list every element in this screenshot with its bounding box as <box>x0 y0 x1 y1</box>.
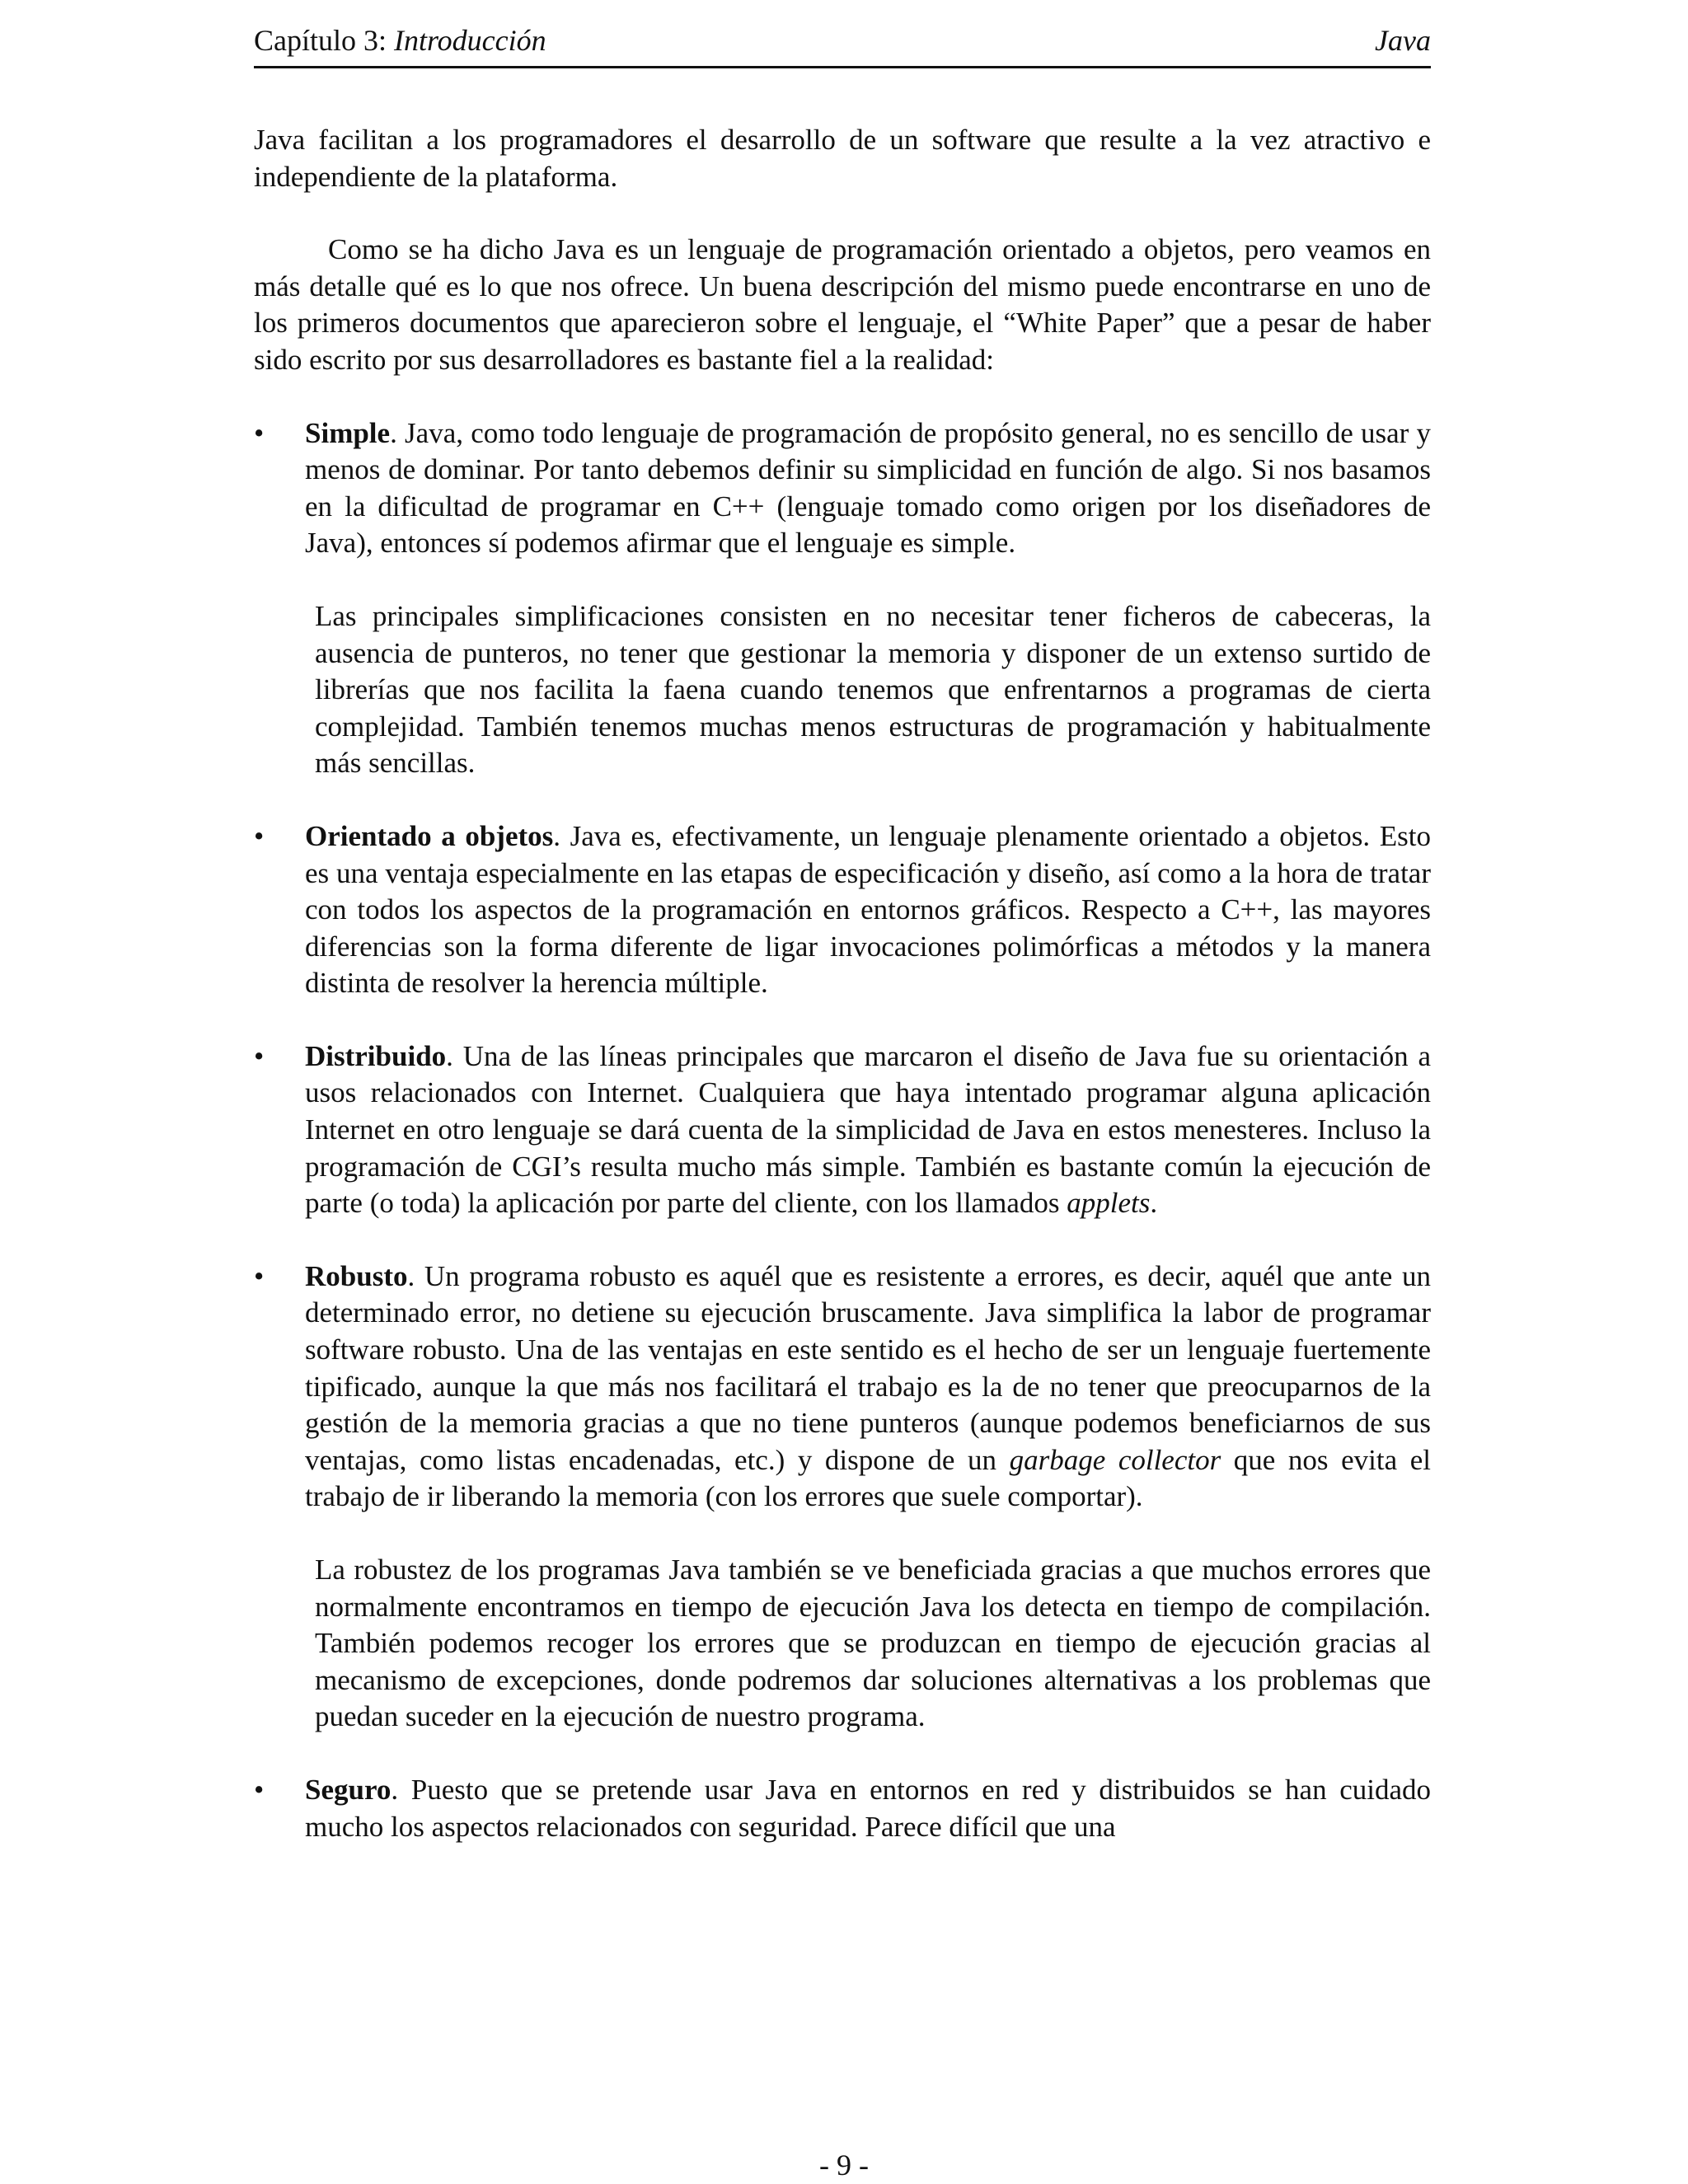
bullet-italic-term: garbage collector <box>1009 1443 1221 1476</box>
bullet-body: . Java, como todo lenguaje de programación de propósito general, no es sencillo de usar y menos de dominar. Por tanto debemos definir su simplicidad en función de algo. Si nos basamos en la dificultad de programar en C++ (lenguaje tomado como origen por los diseñadores de Java), entonces sí podemos afirmar que el lenguaje es simple. <box>305 416 1431 560</box>
bullet-italic-term: applets <box>1067 1187 1151 1220</box>
page-number: - 9 - <box>819 2149 869 2182</box>
bullet-body: . Java es, efectivamente, un lenguaje plenamente orientado a objetos. Esto es una ventaja especialmente en las etapas de especificación y diseño, así como a la hora de tratar con todos los aspectos de la programación en entornos gráficos. Respecto a C++, las mayores diferencias son la forma diferente de ligar invocaciones polimórficas a métodos y la manera distinta de resolver la herencia múltiple. <box>305 819 1431 1000</box>
bullet-simple <box>254 415 1431 562</box>
bullet-dot: • <box>254 416 265 449</box>
bullet-term: Orientado a objetos <box>305 819 554 852</box>
paragraph-white-paper: Como se ha dicho Java es un lenguaje de programación orientado a objetos, pero veamos en más detalle qué es lo que nos ofrece. Un buena descripción del mismo puede encontrarse en uno de los primeros documentos que aparecieron sobre el lenguaje, el “White Paper” que a pesar de haber sido escrito por sus desarrolladores es bastante fiel a la realidad: <box>254 233 1431 376</box>
page-body <box>254 122 1431 1845</box>
bullet-dot: • <box>254 819 265 852</box>
bullet-simple-text <box>305 415 1431 562</box>
paragraph-robustez: La robustez de los programas Java también se ve beneficiada gracias a que muchos errores que normalmente encontramos en tiempo de ejecución Java los detecta en tiempo de compilación. También podemos recoger los errores que se produzcan en tiempo de ejecución gracias al mecanismo de excepciones, donde podremos dar soluciones alternativas a los problemas que puedan suceder en la ejecución de nuestro programa. <box>315 1554 1431 1733</box>
bullet-body: . Puesto que se pretende usar Java en entornos en red y distribuidos se han cuidado mucho los aspectos relacionados con seguridad. Parece difícil que una <box>305 1773 1431 1843</box>
bullet-dot: • <box>254 1259 265 1292</box>
paragraph-simplificaciones: Las principales simplificaciones consisten en no necesitar tener ficheros de cabeceras, la ausencia de punteros, no tener que gestionar la memoria y disponer de un extenso surtido de librerías que nos facilita la faena cuando tenemos que enfrentarnos a programas de cierta complejidad. También tenemos muchas menos estructuras de programación y habitualmente más sencillas. <box>315 599 1431 780</box>
bullet-body: . Un programa robusto es aquél que es resistente a errores, es decir, aquél que ante un determinado error, no detiene su ejecución bruscamente. Java simplifica la labor de programar software robusto. Una de las ventajas en este sentido es el hecho de ser un lenguaje fuertemente tipificado, aunque la que más nos facilitará el trabajo es la de no tener que preocuparnos de la gestión de la memoria gracias a que no tiene punteros (aunque podemos beneficiarnos de sus ventajas, como listas encadenadas, etc.) y dispone de un <box>305 1259 1431 1476</box>
bullet-robusto-text <box>305 1258 1431 1516</box>
bullet-end: . <box>1150 1187 1158 1220</box>
bullet-term: Seguro <box>305 1773 392 1806</box>
bullet-term: Distribuido <box>305 1039 447 1072</box>
bullet-orientado <box>254 818 1431 1002</box>
paragraph-intro: Java facilitan a los programadores el desarrollo de un software que resulte a la vez atractivo e independiente de la plataforma. <box>254 124 1431 193</box>
bullet-seguro-text <box>305 1772 1431 1845</box>
page-header <box>254 23 1431 68</box>
bullet-dot: • <box>254 1039 265 1072</box>
bullet-distribuido <box>254 1038 1431 1222</box>
bullet-body: . Una de las líneas principales que marcaron el diseño de Java fue su orientación a usos relacionados con Internet. Cualquiera que haya intentado programar alguna aplicación Internet en otro lenguaje se dará cuenta de la simplicidad de Java en estos menesteres. Incluso la programación de CGI’s resulta mucho más simple. También es bastante común la ejecución de parte (o toda) la aplicación por parte del cliente, con los llamados <box>305 1039 1431 1220</box>
bullet-end: que nos evita el trabajo de ir liberando la memoria (con los errores que suele comportar). <box>305 1443 1431 1513</box>
header-chapter-label: Capítulo 3: <box>254 24 394 57</box>
bullet-term: Simple <box>305 416 391 449</box>
bullet-orientado-text <box>305 818 1431 1002</box>
bullet-dot: • <box>254 1773 265 1806</box>
header-book-title: Java <box>1375 24 1431 57</box>
bullet-term: Robusto <box>305 1259 408 1292</box>
header-chapter <box>254 23 546 58</box>
bullet-distribuido-text <box>305 1038 1431 1222</box>
header-chapter-title: Introducción <box>394 24 546 57</box>
bullet-seguro <box>254 1772 1431 1845</box>
bullet-robusto <box>254 1258 1431 1516</box>
